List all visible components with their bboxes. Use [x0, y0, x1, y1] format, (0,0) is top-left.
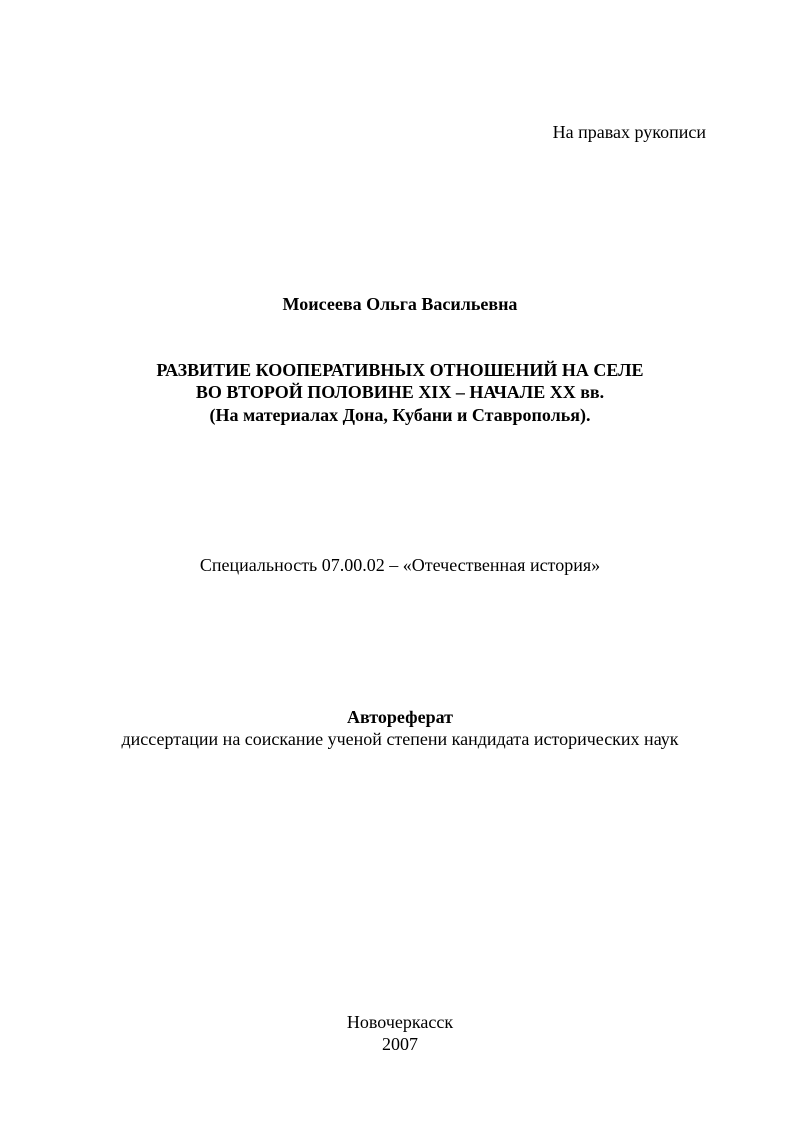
title-line-3: (На материалах Дона, Кубани и Ставрополья).	[209, 405, 591, 425]
city-name: Новочеркасск	[346, 1012, 454, 1032]
author-name: Моисеева Ольга Васильевна	[282, 294, 518, 314]
title-line-2: ВО ВТОРОЙ ПОЛОВИНЕ XIX – НАЧАЛЕ XX вв.	[195, 382, 605, 402]
abstract-heading: Автореферат	[347, 707, 453, 727]
title-line-1: РАЗВИТИЕ КООПЕРАТИВНЫХ ОТНОШЕНИЙ НА СЕЛЕ	[156, 360, 644, 380]
abstract-description: диссертации на соискание ученой степени кандидата исторических наук	[121, 729, 679, 749]
publication-year: 2007	[382, 1034, 418, 1054]
manuscript-rights-note: На правах рукописи	[552, 122, 706, 142]
specialty-line: Специальность 07.00.02 – «Отечественная история»	[199, 555, 601, 575]
